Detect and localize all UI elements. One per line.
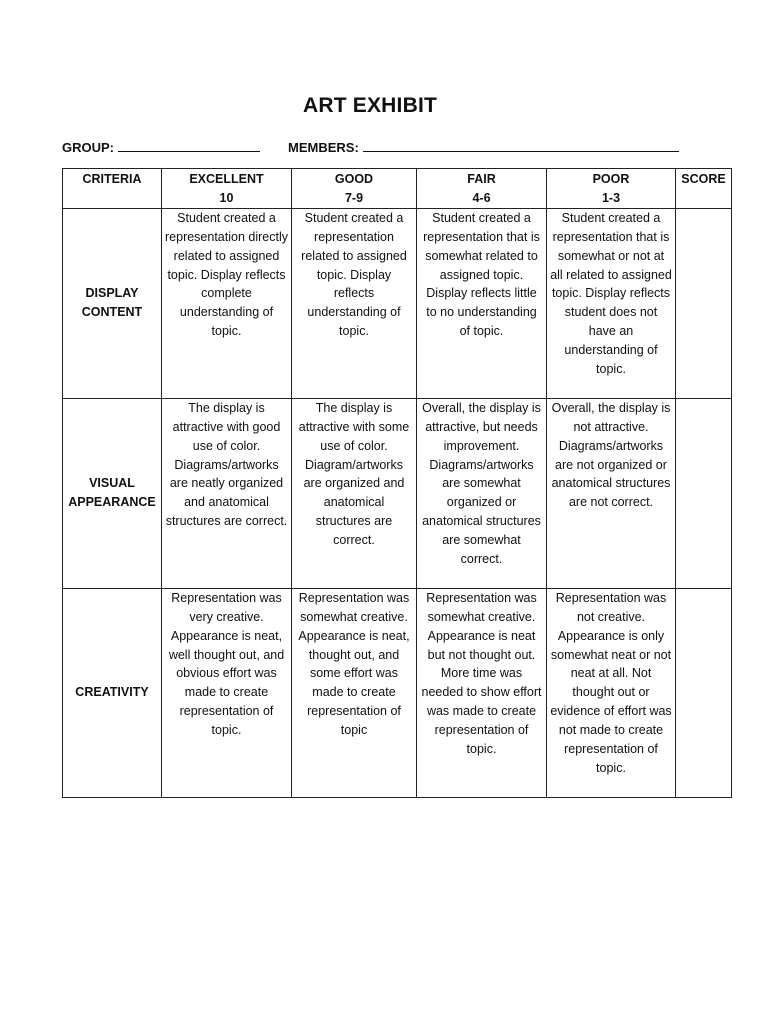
table-row (63, 398, 732, 588)
good-header-label: GOOD (334, 172, 374, 186)
header-row (63, 169, 732, 209)
cell-fair: Representation was somewhat creative. Appearance is neat but not thought out. More time was needed to show effort was made to create representation of topic. (417, 588, 547, 797)
criteria-cell-visual-appearance (63, 398, 162, 588)
cell-good: Student created a representation related to assigned topic. Display reflects understanding of topic. (292, 208, 417, 398)
fair-header-points: 4-6 (472, 190, 491, 205)
col-header-criteria (63, 169, 162, 209)
cell-good: The display is attractive with some use of color. Diagram/artworks are organized and anatomical structures are correct. (292, 398, 417, 588)
members-field (288, 138, 679, 155)
score-cell[interactable] (676, 588, 732, 797)
score-cell[interactable] (676, 208, 732, 398)
col-header-good (292, 169, 417, 209)
criteria-label-line2: CONTENT (81, 305, 143, 320)
criteria-label-line1: CREATIVITY (75, 685, 149, 700)
excellent-header-label: EXCELLENT (189, 172, 264, 186)
rubric-table (62, 168, 732, 798)
cell-excellent: Student created a representation directly related to assigned topic. Display reflects complete understanding of topic. (162, 208, 292, 398)
score-cell[interactable] (676, 398, 732, 588)
col-header-fair (417, 169, 547, 209)
cell-poor: Student created a representation that is somewhat or not at all related to assigned topic. Display reflects student does not have an understanding of topic. (547, 208, 676, 398)
cell-good: Representation was somewhat creative. Appearance is neat, thought out, and some effort was made to create representation of topic (292, 588, 417, 797)
criteria-label-line1: VISUAL (89, 476, 135, 491)
excellent-header-points: 10 (219, 190, 234, 205)
members-blank-line[interactable] (363, 138, 679, 152)
score-header-label: SCORE (681, 172, 726, 186)
criteria-cell-display-content (63, 208, 162, 398)
page-title: ART EXHIBIT (302, 94, 438, 117)
group-field (62, 138, 260, 155)
criteria-label-line1: DISPLAY (85, 286, 139, 301)
group-blank-line[interactable] (118, 138, 260, 152)
members-label: MEMBERS: (288, 140, 359, 155)
cell-excellent: The display is attractive with good use of color. Diagrams/artworks are neatly organized and anatomical structures are correct. (162, 398, 292, 588)
poor-header-points: 1-3 (601, 190, 621, 205)
good-header-points: 7-9 (344, 190, 364, 205)
cell-fair: Student created a representation that is somewhat related to assigned topic. Display reflects little to no understanding of topic. (417, 208, 547, 398)
col-header-score (676, 169, 732, 209)
fair-header-label: FAIR (467, 172, 496, 186)
table-row (63, 208, 732, 398)
table-row (63, 588, 732, 797)
cell-poor: Representation was not creative. Appearance is only somewhat neat or not neat at all. Not thought out or evidence of effort was not made to create representation of topic. (547, 588, 676, 797)
cell-fair: Overall, the display is attractive, but needs improvement. Diagrams/artworks are somewhat organized or anatomical structures are somewhat correct. (417, 398, 547, 588)
criteria-cell-creativity (63, 588, 162, 797)
cell-excellent: Representation was very creative. Appearance is neat, well thought out, and obvious effort was made to create representation of topic. (162, 588, 292, 797)
col-header-excellent (162, 169, 292, 209)
criteria-label-line2: APPEARANCE (68, 495, 156, 510)
col-header-poor (547, 169, 676, 209)
poor-header-label: POOR (592, 172, 630, 186)
criteria-header-label: CRITERIA (82, 172, 142, 186)
group-label: GROUP: (62, 140, 114, 155)
cell-poor: Overall, the display is not attractive. Diagrams/artworks are not organized or anatomical structures are not correct. (547, 398, 676, 588)
